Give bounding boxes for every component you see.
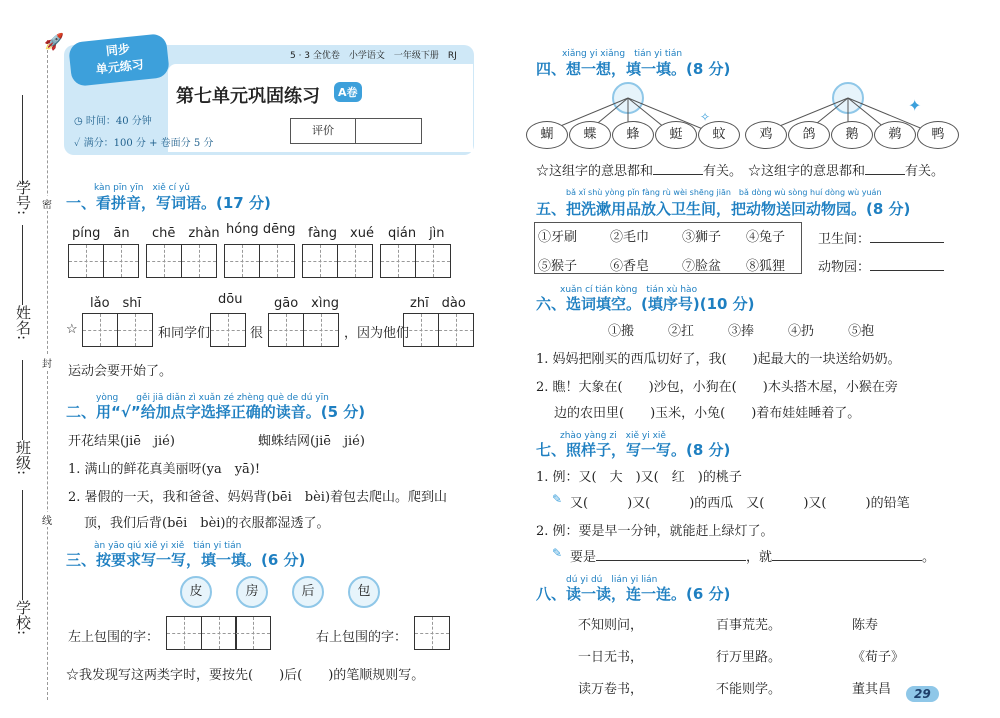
- name-label: 姓名:: [14, 305, 32, 341]
- q1-title: 一、看拼音，写词语。(17 分): [66, 194, 271, 212]
- q4-note-1[interactable]: ☆这组字的意思都和 有关。: [536, 164, 743, 179]
- char-oval: 鸭: [917, 121, 959, 149]
- zoo-field[interactable]: 动物园：: [818, 256, 944, 275]
- q1-word-pinyin: chē zhàn: [152, 226, 220, 241]
- q5-item[interactable]: ⑦脸盆: [682, 259, 722, 274]
- q7-title: 七、照样子，写一写。(8 分): [536, 441, 731, 459]
- seal-char: 密: [42, 196, 52, 211]
- q1-word-pinyin: qián jìn: [388, 226, 445, 241]
- sentence-text: 和同学们: [158, 326, 211, 341]
- seal-char: 封: [42, 355, 52, 370]
- q6-options: [608, 320, 874, 339]
- char-oval: 蚊: [698, 121, 740, 149]
- evaluation-label: 评价: [291, 119, 356, 143]
- school-label: 学校:: [14, 600, 32, 636]
- bathroom-field[interactable]: 卫生间：: [818, 228, 944, 247]
- sentence-text: 很: [250, 326, 264, 341]
- writing-grid[interactable]: [146, 244, 215, 278]
- char-oval: 鹅: [831, 121, 873, 149]
- q2-pinyin: yòng gěi jiā diǎn zì xuǎn zé zhèng què de dú yīn: [96, 393, 329, 403]
- char-oval: 鸽: [788, 121, 830, 149]
- q4-pinyin: xiǎng yi xiǎng tián yi tián: [562, 49, 683, 59]
- writing-grid[interactable]: [68, 244, 137, 278]
- q3-left-label: 左上包围的字：: [68, 630, 160, 645]
- student-number-line: [22, 95, 23, 185]
- writing-grid[interactable]: [268, 313, 337, 347]
- star-mark: ☆: [66, 322, 78, 337]
- seal-char: 线: [42, 512, 52, 527]
- book-info: 5 · 3 全优卷 小学语文 一年级下册 RJ: [290, 51, 457, 61]
- q8-col-1[interactable]: 不知则问， 一日无书， 读万卷书，: [578, 618, 644, 697]
- q5-item[interactable]: ⑧狐狸: [746, 259, 786, 274]
- q6-title: 六、选词填空。(填序号)(10 分): [536, 295, 755, 313]
- rocket-icon: 🚀: [44, 32, 64, 51]
- q2-item[interactable]: 开花结果(jiē jié): [68, 434, 175, 449]
- q5-item[interactable]: ④兔子: [746, 230, 786, 245]
- q2-title: 二、用“√”给加点字选择正确的读音。(5 分): [66, 403, 366, 421]
- q6-option: ④扔: [788, 324, 815, 339]
- q6-option: ②扛: [668, 324, 695, 339]
- q8-col-2[interactable]: 百事荒芜。 行万里路。 不能则学。: [716, 618, 782, 697]
- q5-items: [538, 226, 806, 274]
- q5-title: 五、把洗漱用品放入卫生间，把动物送回动物园。(8 分): [536, 200, 911, 218]
- writing-grid[interactable]: [414, 616, 449, 650]
- q6-pinyin: xuǎn cí tián kòng tián xù hào: [560, 285, 698, 295]
- writing-grid[interactable]: [82, 313, 151, 347]
- q7-pinyin: zhào yàng zi xiě yi xiě: [560, 431, 666, 441]
- pencil-icon: ✎: [552, 546, 563, 560]
- page-number: 29: [906, 686, 939, 702]
- char-oval: 蜓: [655, 121, 697, 149]
- q7-example: 2. 例：要是早一分钟，就能赶上绿灯了。: [536, 524, 774, 539]
- q4-title: 四、想一想，填一填。(8 分): [536, 60, 731, 78]
- score-info: ✓ 满分：100 分 + 卷面分 5 分: [74, 138, 214, 149]
- q6-item[interactable]: 2. 瞧！大象在( )沙包，小狗在( )木头搭木屋，小猴在旁: [536, 380, 898, 395]
- q5-item[interactable]: ⑥香皂: [610, 259, 650, 274]
- evaluation-box: [290, 118, 422, 144]
- sentence-text: ，因为他们: [344, 326, 410, 341]
- q5-item[interactable]: ②毛巾: [610, 230, 650, 245]
- clock-icon: ◷: [74, 116, 86, 127]
- q5-item[interactable]: ⑤猴子: [538, 259, 578, 274]
- q8-title: 八、读一读，连一连。(6 分): [536, 585, 731, 603]
- q1-sentence-pinyin: lǎo shī: [90, 296, 142, 311]
- q7-example: 1. 例：又( 大 )又( 红 )的桃子: [536, 470, 742, 485]
- q6-item[interactable]: 1. 妈妈把刚买的西瓜切好了，我( )起最大的一块送给奶奶。: [536, 352, 901, 367]
- q2-item[interactable]: 1. 满山的鲜花真美丽呀(ya yā)!: [68, 462, 261, 477]
- time-info: ◷ 时间：40 分钟: [74, 116, 152, 127]
- q8-col-3[interactable]: 陈寿 《荀子》 董其昌: [852, 618, 905, 697]
- q3-note[interactable]: ☆我发现写这两类字时，要按先( )后( )的笔顺规则写。: [66, 668, 425, 683]
- q2-item[interactable]: 顶，我们后背(bēi bèi)的衣服都湿透了。: [84, 516, 330, 531]
- q2-item[interactable]: 蜘蛛结网(jiē jié): [258, 434, 365, 449]
- student-number-label: 学号:: [14, 180, 32, 216]
- char-oval: 鸡: [745, 121, 787, 149]
- q7-answer-2[interactable]: 要是 ，就 。: [570, 550, 936, 565]
- char-circle: 皮: [180, 576, 212, 608]
- q5-item[interactable]: ①牙刷: [538, 230, 578, 245]
- binding-line: [47, 40, 48, 700]
- sentence-text: 运动会要开始了。: [68, 364, 173, 379]
- writing-grid[interactable]: [302, 244, 371, 278]
- q4-note-2[interactable]: ☆这组字的意思都和 有关。: [748, 164, 945, 179]
- writing-grid[interactable]: [224, 244, 293, 278]
- q1-sentence-pinyin: zhī dào: [410, 296, 466, 311]
- q6-option: ⑤抱: [848, 324, 875, 339]
- char-circle: 包: [348, 576, 380, 608]
- q4-group-2: [745, 121, 959, 149]
- unit-badge: 同步 单元练习: [68, 33, 170, 87]
- q5-pinyin: bǎ xǐ shù yòng pǐn fàng rù wèi shēng jiān bǎ dòng wù sòng huí dòng wù yuán: [566, 188, 882, 197]
- char-circle: 后: [292, 576, 324, 608]
- q5-item[interactable]: ③狮子: [682, 230, 722, 245]
- evaluation-field[interactable]: [356, 119, 421, 143]
- insect-icon: ✧: [700, 110, 711, 124]
- q1-pinyin: kàn pīn yīn xiě cí yǔ: [94, 183, 191, 193]
- q1-sentence-pinyin: gāo xìng: [274, 296, 339, 311]
- page-title: 第七单元巩固练习: [176, 86, 320, 107]
- class-label: 班级:: [14, 440, 32, 476]
- check-icon: ✓: [74, 138, 84, 149]
- volume-badge: A卷: [334, 82, 362, 102]
- char-oval: 鹈: [874, 121, 916, 149]
- writing-grid[interactable]: [403, 313, 472, 347]
- q2-item[interactable]: 2. 暑假的一天，我和爸爸、妈妈背(bēi bèi)着包去爬山。爬到山: [68, 490, 448, 505]
- q4-group-1: [526, 121, 740, 149]
- writing-grid[interactable]: [380, 244, 449, 278]
- char-oval: 蜂: [612, 121, 654, 149]
- bird-icon: ✦: [908, 96, 922, 115]
- name-line: [22, 225, 23, 305]
- q3-right-label: 右上包围的字：: [316, 630, 408, 645]
- school-line: [22, 490, 23, 600]
- q1-word-pinyin: hóng dēng: [226, 222, 296, 237]
- writing-grid[interactable]: [166, 616, 270, 650]
- q1-sentence-pinyin: dōu: [218, 292, 243, 307]
- q6-option: ③捧: [728, 324, 755, 339]
- q7-answer[interactable]: 又( )又( )的西瓜 又( )又( )的铅笔: [570, 496, 910, 511]
- char-oval: 蝴: [526, 121, 568, 149]
- q8-pinyin: dú yi dú lián yi lián: [566, 575, 658, 585]
- q6-option: ①搬: [608, 324, 635, 339]
- q3-chars: [180, 576, 380, 608]
- q1-word-pinyin: píng ān: [72, 226, 130, 241]
- q3-title: 三、按要求写一写，填一填。(6 分): [66, 551, 306, 569]
- q6-item[interactable]: 边的农田里( )玉米，小兔( )着布娃娃睡着了。: [554, 406, 861, 421]
- char-oval: 蝶: [569, 121, 611, 149]
- pencil-icon: ✎: [552, 492, 563, 506]
- class-line: [22, 360, 23, 440]
- q1-word-pinyin: fàng xué: [308, 226, 374, 241]
- writing-grid[interactable]: [210, 313, 245, 347]
- q3-pinyin: àn yāo qiú xiě yi xiě tián yi tián: [94, 541, 242, 551]
- char-circle: 房: [236, 576, 268, 608]
